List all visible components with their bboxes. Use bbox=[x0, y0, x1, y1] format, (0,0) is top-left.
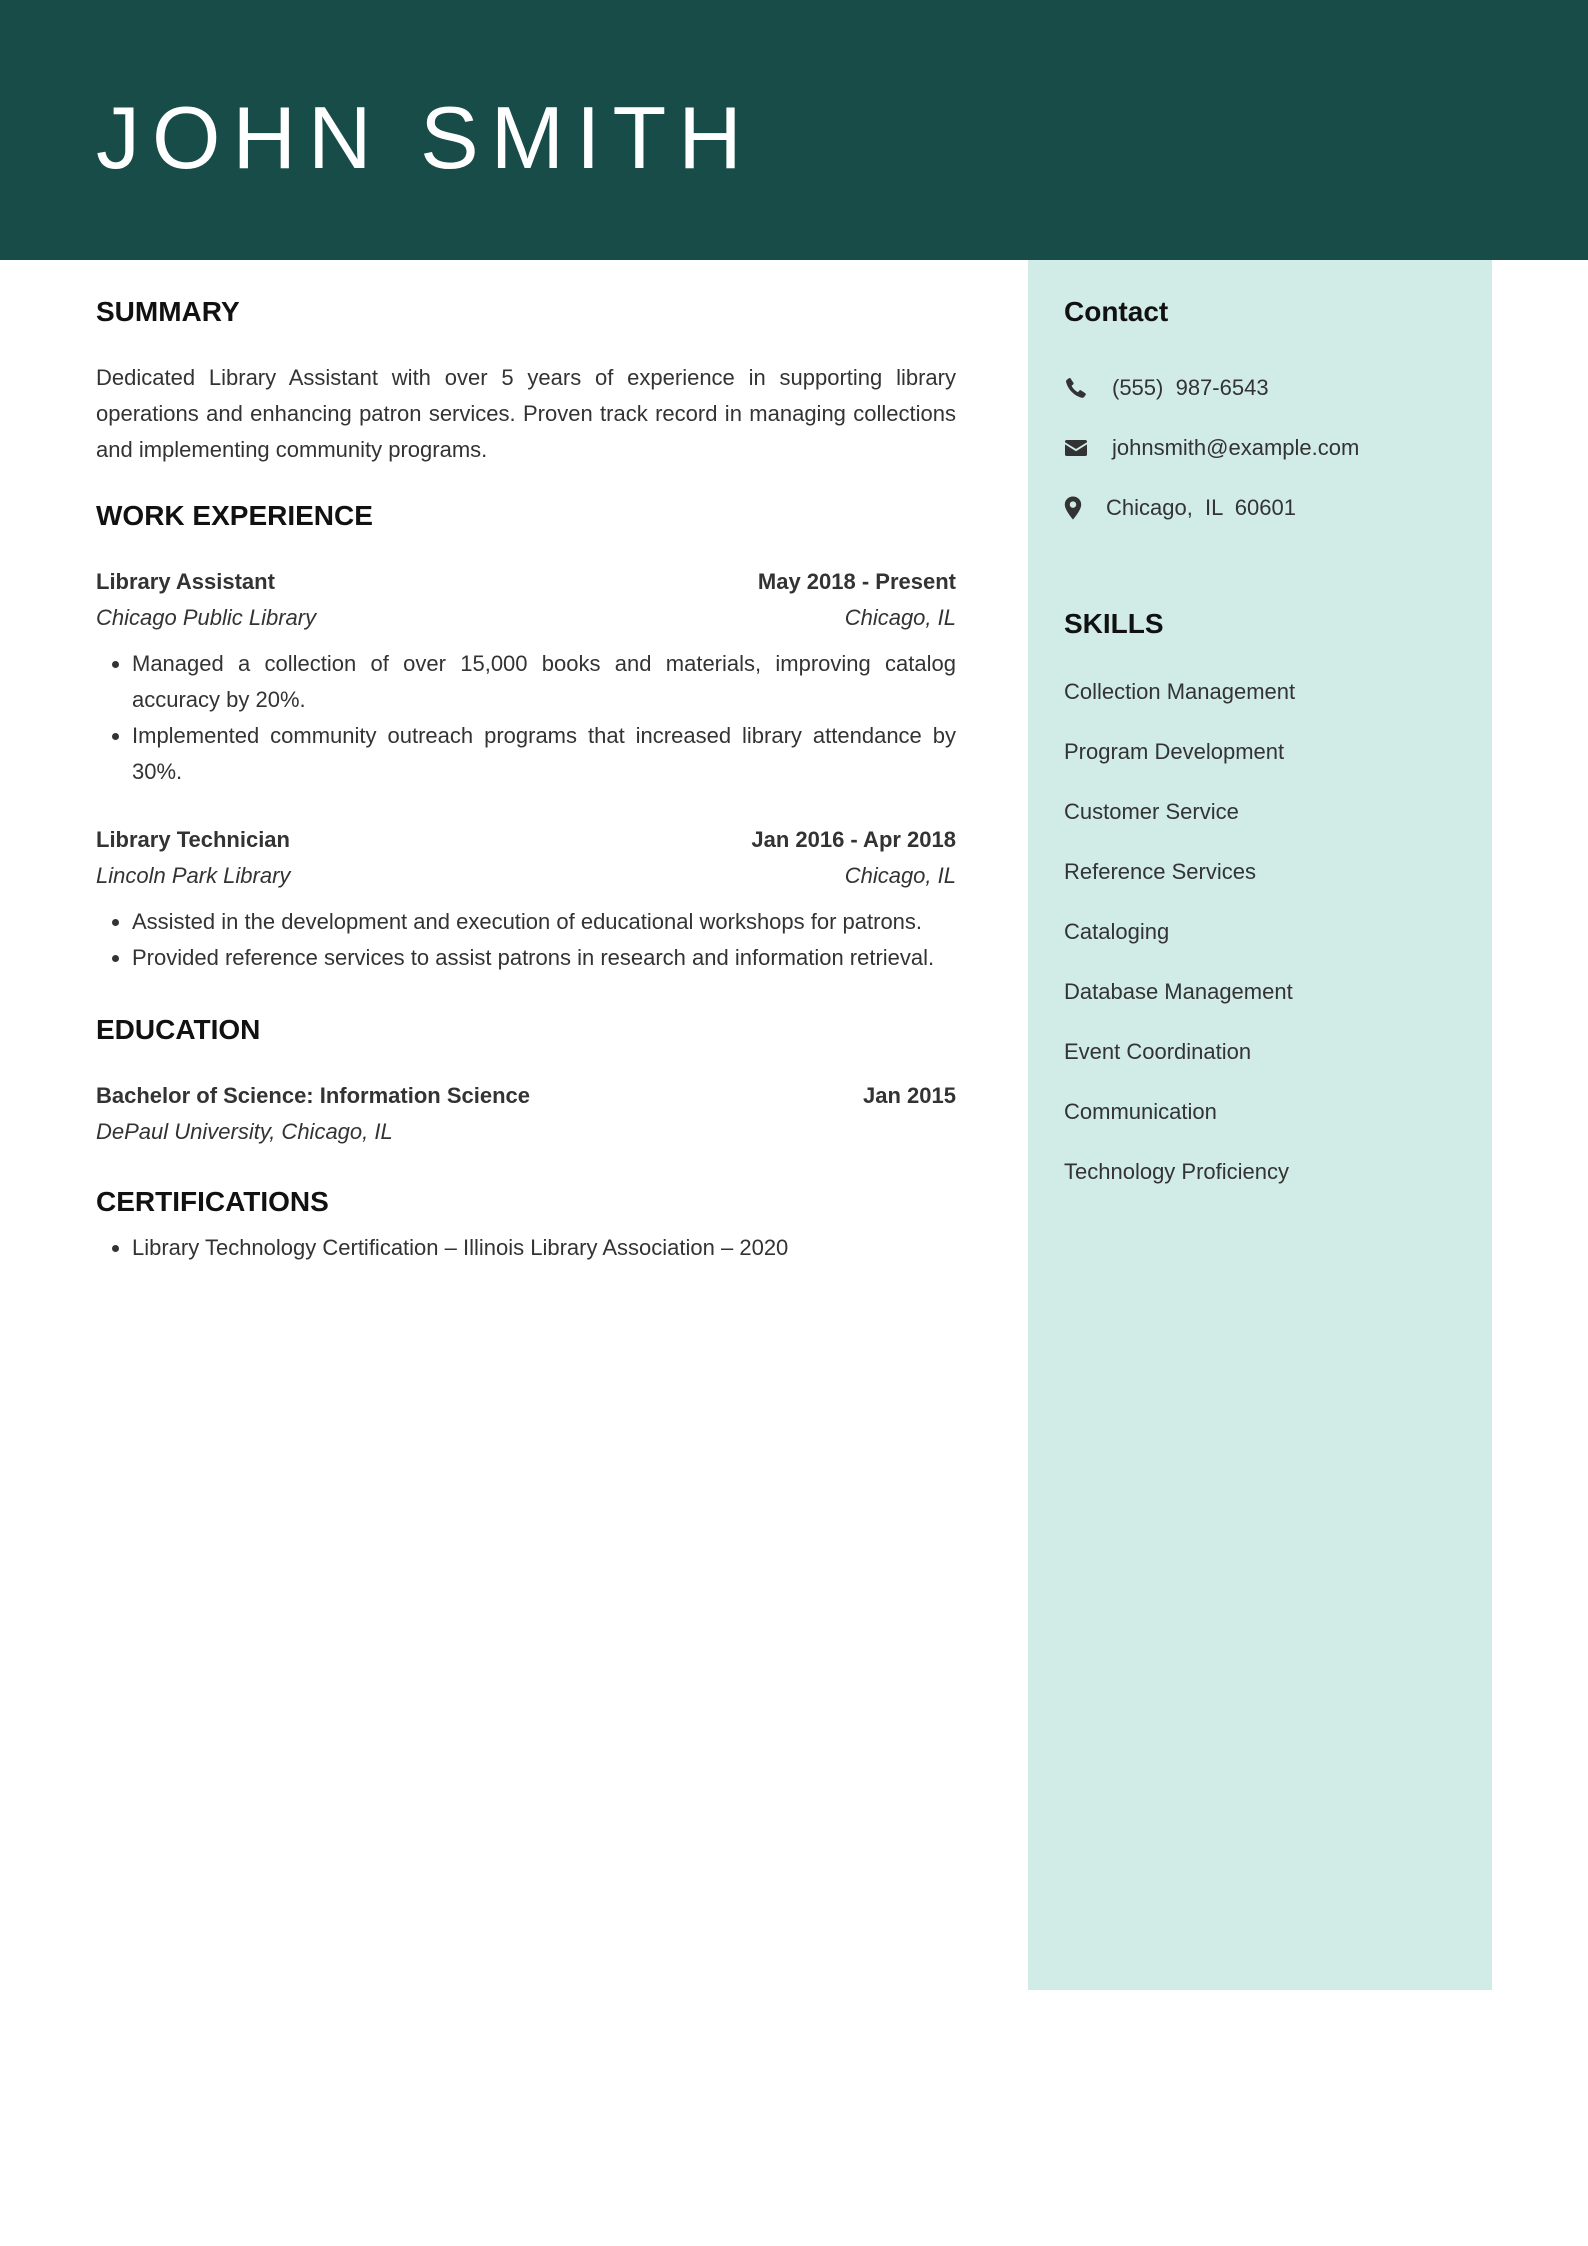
education-heading: EDUCATION bbox=[96, 1014, 261, 1045]
job-employer: Chicago Public Library bbox=[96, 605, 317, 630]
job-entry bbox=[96, 822, 956, 976]
skill-item: Event Coordination bbox=[1064, 1039, 1252, 1064]
summary-text: Dedicated Library Assistant with over 5 years of experience in supporting library operations and enhancing patron services. Proven track record in managing collections and implementing community programs. bbox=[96, 365, 956, 462]
education-degree: Bachelor of Science: Information Science bbox=[96, 1083, 531, 1108]
skill-item: Collection Management bbox=[1064, 679, 1296, 704]
job-bullets bbox=[96, 904, 956, 976]
skills-list bbox=[1064, 674, 1464, 1190]
contact-email-text: johnsmith@example.com bbox=[1112, 435, 1360, 460]
skill-item: Cataloging bbox=[1064, 919, 1170, 944]
contact-list bbox=[1064, 370, 1464, 526]
certification-item: • Library Technology Certification – Illinois Library Association – 2020 bbox=[132, 1230, 956, 1266]
work-experience-heading: WORK EXPERIENCE bbox=[96, 500, 373, 531]
contact-phone bbox=[1064, 370, 1464, 406]
job-bullets bbox=[96, 646, 956, 790]
contact-heading: Contact bbox=[1064, 296, 1169, 327]
header-banner bbox=[0, 0, 1588, 260]
education-school: DePaul University, Chicago, IL bbox=[96, 1119, 393, 1144]
education-entry bbox=[96, 1078, 956, 1150]
certifications-list bbox=[96, 1230, 956, 1266]
skill-item: Technology Proficiency bbox=[1064, 1159, 1290, 1184]
job-entry bbox=[96, 564, 956, 790]
contact-location-text: Chicago, IL 60601 bbox=[1106, 495, 1296, 520]
candidate-name: JOHN SMITH bbox=[96, 88, 754, 187]
skill-item: Program Development bbox=[1064, 739, 1285, 764]
phone-icon bbox=[1064, 376, 1088, 400]
map-marker-icon bbox=[1064, 496, 1088, 520]
job-position: Library Assistant bbox=[96, 569, 275, 594]
job-employer: Lincoln Park Library bbox=[96, 863, 291, 888]
certifications-heading: CERTIFICATIONS bbox=[96, 1186, 329, 1217]
skill-item: Customer Service bbox=[1064, 799, 1239, 824]
envelope-icon bbox=[1064, 436, 1088, 460]
job-location: Chicago, IL bbox=[844, 863, 956, 888]
contact-phone-text: (555) 987-6543 bbox=[1112, 375, 1269, 400]
sidebar bbox=[1028, 260, 1492, 1990]
skill-item: Reference Services bbox=[1064, 859, 1256, 884]
job-bullet: • Managed a collection of over 15,000 books and materials, improving catalog accuracy by 20%. bbox=[132, 646, 956, 718]
job-bullet: • Assisted in the development and execution of educational workshops for patrons. bbox=[132, 904, 956, 940]
job-bullet: • Provided reference services to assist patrons in research and information retrieval. bbox=[132, 940, 956, 976]
skill-item: Communication bbox=[1064, 1099, 1217, 1124]
education-date: Jan 2015 bbox=[863, 1083, 956, 1108]
summary-heading: SUMMARY bbox=[96, 296, 240, 327]
job-dates: May 2018 - Present bbox=[757, 569, 956, 594]
job-location: Chicago, IL bbox=[844, 605, 956, 630]
skills-heading: SKILLS bbox=[1064, 608, 1164, 639]
job-dates: Jan 2016 - Apr 2018 bbox=[751, 827, 956, 852]
main-column bbox=[96, 260, 956, 1266]
contact-location bbox=[1064, 490, 1464, 526]
skill-item: Database Management bbox=[1064, 979, 1293, 1004]
job-bullet: • Implemented community outreach programs that increased library attendance by 30%. bbox=[132, 718, 956, 790]
contact-email bbox=[1064, 430, 1464, 466]
job-position: Library Technician bbox=[96, 827, 290, 852]
